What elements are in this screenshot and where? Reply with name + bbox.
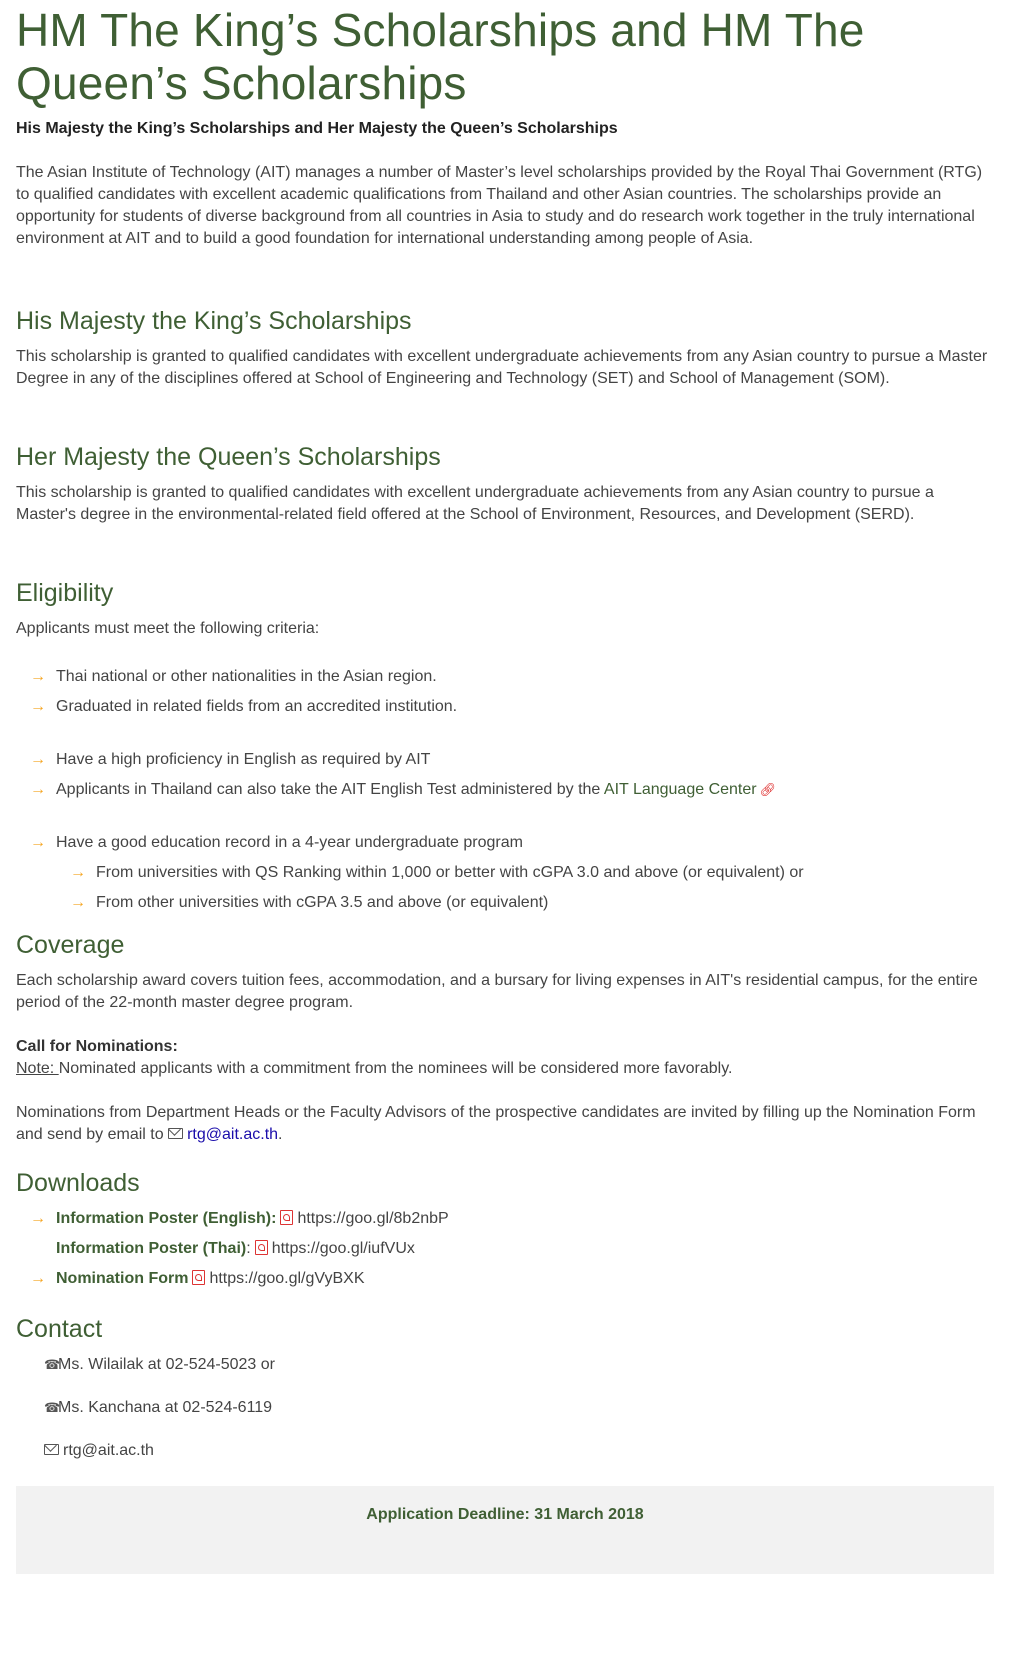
list-item: → Thai national or other nationalities in the Asian region. (30, 666, 994, 688)
nominations-paragraph: Nominations from Department Heads or the Faculty Advisors of the prospective candidates are invited by filling up the Nomination Form and send by email to rtg@ait.ac.th. (16, 1104, 976, 1143)
phone-icon: ☎︎ (44, 1400, 61, 1415)
application-deadline: Application Deadline: 31 March 2018 (366, 1506, 644, 1523)
arrow-right-icon: → (30, 751, 46, 768)
downloads-list (16, 1208, 994, 1290)
education-sub-list (56, 862, 994, 914)
list-item: → Graduated in related fields from an accredited institution. (30, 696, 994, 718)
arrow-right-icon: → (70, 864, 86, 881)
arrow-right-icon: → (30, 668, 46, 685)
list-item: → From universities with QS Ranking within 1,000 or better with cGPA 3.0 and above (or equivalent) or (70, 862, 994, 884)
envelope-icon (168, 1128, 183, 1139)
arrow-right-icon: → (30, 834, 46, 851)
list-item: → Have a high proficiency in English as required by AIT (30, 749, 994, 771)
list-item: → Have a good education record in a 4-year undergraduate program → From universities with QS Ranking within 1,000 or better with cGPA 3.0 and above (or equivalent) or → From other universities with cGPA 3.5 and above (or equivalent) (30, 832, 994, 914)
arrow-right-icon: → (30, 698, 46, 715)
arrow-right-icon: → (30, 1210, 46, 1227)
poster-thai-label: Information Poster (Thai) (56, 1240, 247, 1257)
coverage-heading: Coverage (16, 931, 125, 959)
envelope-icon (44, 1444, 59, 1455)
contact-kanchana: ☎︎Ms. Kanchana at 02-524-6119 (16, 1397, 994, 1419)
queen-scholarship-text: This scholarship is granted to qualified candidates with excellent undergraduate achievements from any Asian country to pursue a Master's degree in the environmental-related field offered at the School of Environment, Resources, and Development (SERD). (16, 484, 934, 523)
queen-scholarship-heading: Her Majesty the Queen’s Scholarships (16, 443, 441, 471)
contact-email (16, 1440, 994, 1462)
poster-english-link[interactable]: https://goo.gl/8b2nbP (297, 1210, 449, 1227)
list-item: Information Poster (Thai): https://goo.gl/iufVUx (56, 1240, 415, 1257)
contact-heading: Contact (16, 1315, 103, 1343)
list-item (30, 1208, 994, 1230)
education-requirement-list (16, 832, 994, 914)
downloads-heading: Downloads (16, 1169, 140, 1197)
list-item: → From other universities with cGPA 3.5 and above (or equivalent) (70, 892, 994, 914)
pdf-icon (192, 1270, 205, 1285)
intro-paragraph: The Asian Institute of Technology (AIT) manages a number of Master’s level scholarships provided by the Royal Thai Government (RTG) to qualified candidates with excellent academic qualifications from Thailand and other Asian countries. The scholarships provide an opportunity for students of diverse background from all countries in Asia to study and do research work together in the truly international environment at AIT and to build a good foundation for international understanding among people of Asia. (16, 164, 983, 247)
call-for-nominations-label: Call for Nominations: (16, 1038, 178, 1055)
nomination-note: Note: Nominated applicants with a commitment from the nominees will be considered more favorably. (16, 1060, 733, 1077)
page-title: HM The King’s Scholarships and HM The Queen’s Scholarships (16, 4, 865, 109)
king-scholarship-heading: His Majesty the King’s Scholarships (16, 307, 412, 335)
coverage-text: Each scholarship award covers tuition fees, accommodation, and a bursary for living expenses in AIT's residential campus, for the entire period of the 22-month master degree program. (16, 972, 978, 1011)
eligibility-list (16, 666, 994, 718)
english-requirement-list (16, 749, 994, 801)
arrow-right-icon: → (70, 894, 86, 911)
page-content (0, 4, 1010, 1574)
contact-email-link[interactable]: rtg@ait.ac.th (63, 1442, 154, 1459)
nomination-form-link[interactable]: https://goo.gl/gVyBXK (209, 1270, 365, 1287)
call-for-nominations (16, 1036, 994, 1058)
poster-english-label: Information Poster (English): (56, 1210, 277, 1227)
phone-icon: ☎︎ (44, 1357, 61, 1372)
arrow-right-icon: → (30, 781, 46, 798)
list-item (30, 1268, 994, 1290)
arrow-right-icon: → (30, 1270, 46, 1287)
ait-language-center-link[interactable]: AIT Language Center (603, 781, 757, 798)
application-deadline-box (16, 1486, 994, 1574)
eligibility-intro: Applicants must meet the following criteria: (16, 620, 320, 637)
king-scholarship-text: This scholarship is granted to qualified candidates with excellent undergraduate achievements from any Asian country to pursue a Master Degree in any of the disciplines offered at School of Engineering and Technology (SET) and School of Management (SOM). (16, 348, 988, 387)
eligibility-heading: Eligibility (16, 579, 114, 607)
contact-wilailak: ☎︎Ms. Wilailak at 02-524-5023 or (16, 1354, 994, 1376)
note-label: Note: (16, 1060, 59, 1077)
list-item: → Applicants in Thailand can also take the AIT English Test administered by the AIT Language Center 🔗︎ (30, 779, 994, 801)
pdf-icon (255, 1240, 268, 1255)
poster-thai-link[interactable]: https://goo.gl/iufVUx (271, 1240, 415, 1257)
page-subtitle: His Majesty the King’s Scholarships and Her Majesty the Queen’s Scholarships (16, 120, 618, 137)
nomination-email-link[interactable]: rtg@ait.ac.th (187, 1126, 279, 1143)
nomination-form-label: Nomination Form (56, 1270, 189, 1287)
link-icon: 🔗︎ (759, 782, 777, 797)
pdf-icon (280, 1210, 293, 1225)
